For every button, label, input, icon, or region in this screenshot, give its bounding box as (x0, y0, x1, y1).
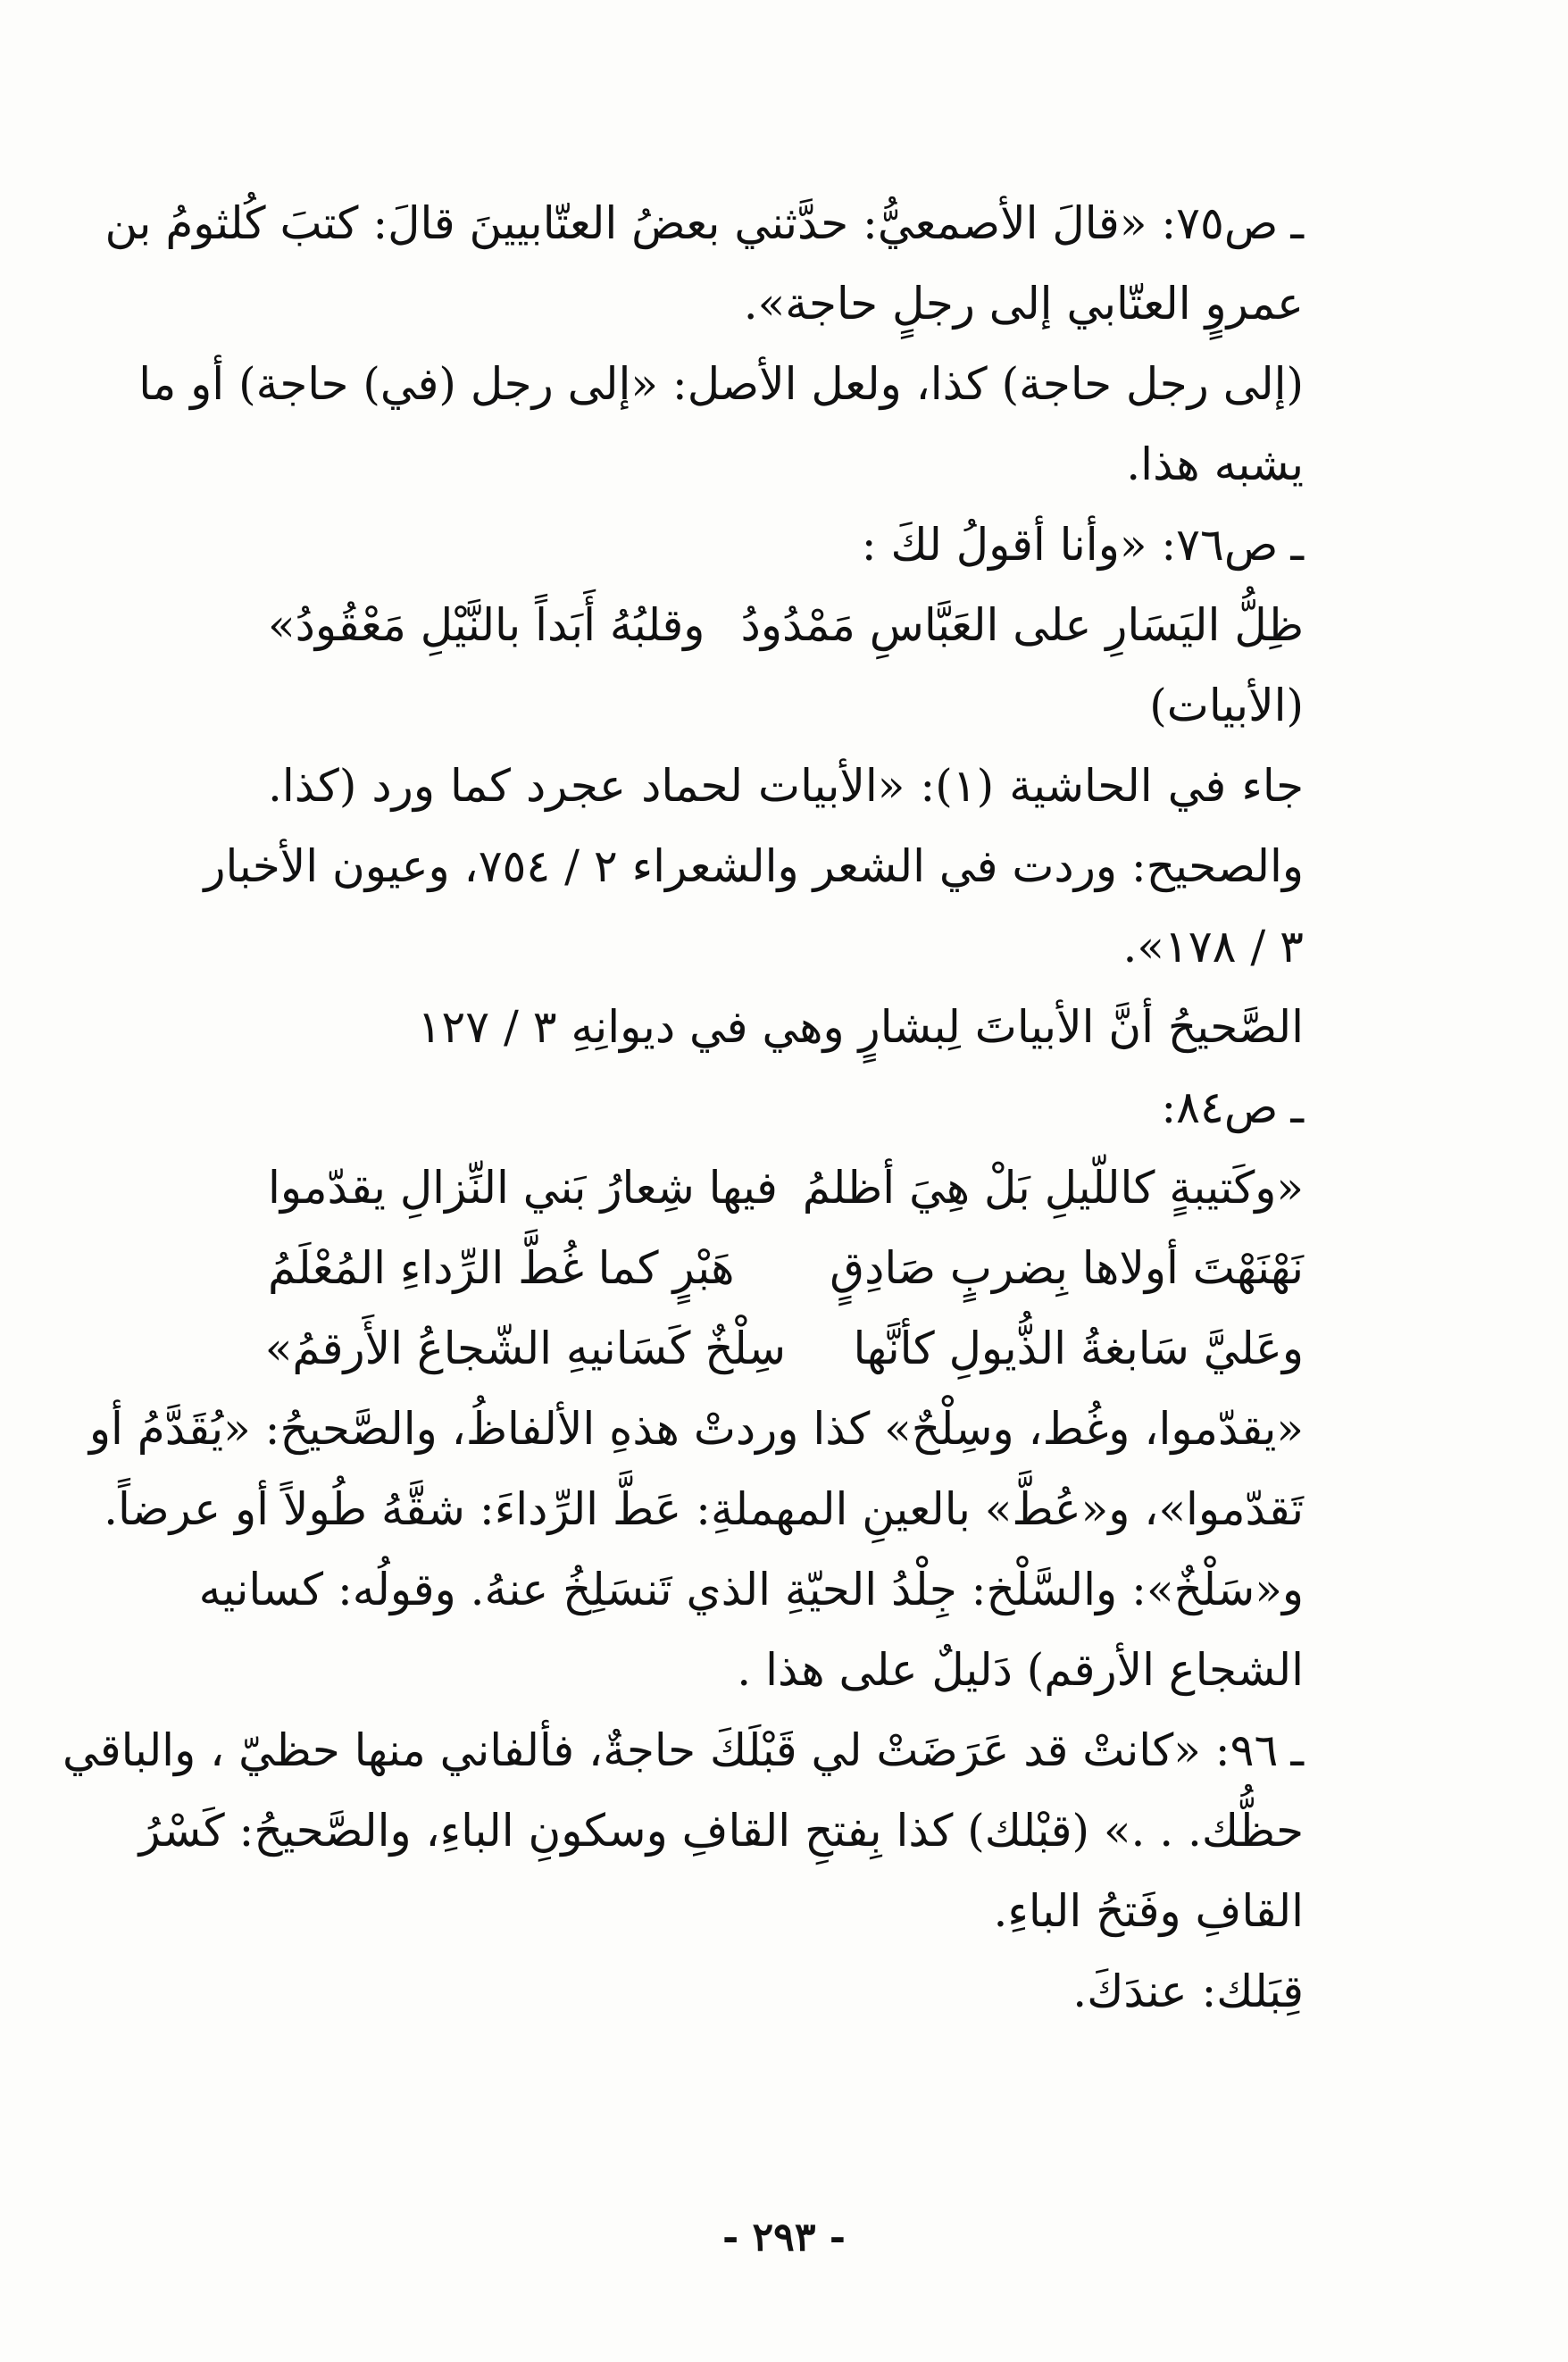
note-96-line-4: قِبَلك: عندَكَ. (1072, 1966, 1304, 2017)
note-dash: ـ (1290, 519, 1304, 571)
verse-hemistich-right: ظِلُّ اليَسَارِ على العَبَّاسِ مَمْدُودُ (740, 599, 1304, 651)
note-84-comment-4: الشجاع الأرقم) دَليلٌ على هذا . (737, 1644, 1304, 1696)
note-84-heading (268, 1067, 1304, 1148)
note-75-line-2: عمروٍ العتّابي إلى رجلٍ حاجة». (743, 278, 1304, 330)
note-76-comment-1: جاء في الحاشية (١): «الأبيات لحماد عجرد كما ورد (كذا. (268, 760, 1304, 812)
page-number: - ٢٩٣ - (721, 2215, 847, 2260)
note-dash: ـ (1290, 1081, 1304, 1133)
note-96-line-3: القافِ وفَتحُ الباءِ. (993, 1885, 1304, 1937)
verse-hemistich-left: فيها شِعارُ بَني النِّزالِ يقدّموا (268, 1162, 778, 1214)
verse-hemistich-left: سِلْخٌ كَسَانيهِ الشّجاعُ الأَرقمُ» (264, 1323, 786, 1374)
note-84-verse-1 (268, 1148, 1304, 1228)
note-76-comment-3: ٣ / ١٧٨». (1122, 921, 1304, 972)
note-76-heading (268, 505, 1304, 585)
note-84-heading-text: ص٨٤: (1161, 1081, 1279, 1133)
note-dash: ـ (1290, 197, 1304, 249)
note-96-line-2: حظُّك. . .» (قبْلك) كذا بِفتحِ القافِ وسكونِ الباءِ، والصَّحيحُ: كَسْرُ (138, 1805, 1304, 1857)
note-76-verse (268, 585, 1304, 665)
verse-hemistich-right: «وكَتيبةٍ كاللّيلِ بَلْ هِيَ أظلمُ (802, 1162, 1304, 1214)
note-75-comment-2: يشبه هذا. (1126, 438, 1304, 490)
verse-hemistich-right: وعَليَّ سَابغةُ الذُّيولِ كأنَّها (853, 1323, 1304, 1374)
note-96-text-1: ٩٦: «كانتْ قد عَرَضَتْ لي قَبْلَكَ حاجةٌ، فألفاني منها حظيّ ، والباقي (63, 1724, 1279, 1776)
note-75-comment-1: (إلى رجل حاجة) كذا، ولعل الأصل: «إلى رجل (في) حاجة) أو ما (138, 358, 1304, 410)
verse-hemistich-left: وقلبُهُ أَبَداً بالنَّيْلِ مَعْقُودُ» (268, 599, 705, 651)
note-84-verse-2 (268, 1228, 1304, 1308)
note-dash: ـ (1290, 1724, 1304, 1776)
note-76-comment-4: الصَّحيحُ أنَّ الأبياتَ لِبشارٍ وهي في ديوانِهِ ٣ / ١٢٧ (417, 1001, 1304, 1053)
note-76-abyat: (الأبيات) (1149, 680, 1304, 731)
note-84-comment-2: تَقدّموا»، و«عُطَّ» بالعينِ المهملةِ: عَطَّ الرِّداءَ: شقَّهُ طُولاً أو عرضاً. (104, 1483, 1304, 1535)
note-96-line-1 (63, 1710, 1304, 1790)
page-body (63, 183, 1304, 2032)
note-84-comment-1: «يقدّموا، وغُط، وسِلْحٌ» كذا وردتْ هذهِ الألفاظُ، والصَّحيحُ: «يُقَدَّمُ أو (88, 1403, 1304, 1455)
note-75-line-1 (104, 183, 1304, 263)
note-84-verse-3 (264, 1308, 1304, 1389)
note-84-comment-3: و«سَلْخٌ»: والسَّلْخ: جِلْدُ الحيّةِ الذي تَنسَلِخُ عنهُ. وقولُه: كسانيه (198, 1564, 1304, 1615)
note-75-text-1: ص٧٥: «قالَ الأصمعيُّ: حدَّثني بعضُ العتّابيينَ قالَ: كتبَ كُلثومُ بن (104, 197, 1279, 249)
verse-hemistich-left: هَبْرٍ كما غُطَّ الرِّداءِ المُعْلَمُ (268, 1242, 735, 1294)
note-76-comment-2: والصحيح: وردت في الشعر والشعراء ٢ / ٧٥٤، وعيون الأخبار (204, 840, 1304, 892)
verse-hemistich-right: نَهْنَهْتَ أولاها بِضربٍ صَادِقٍ (830, 1242, 1304, 1294)
note-76-heading-text: ص٧٦: «وأنا أقولُ لكَ : (861, 519, 1279, 571)
